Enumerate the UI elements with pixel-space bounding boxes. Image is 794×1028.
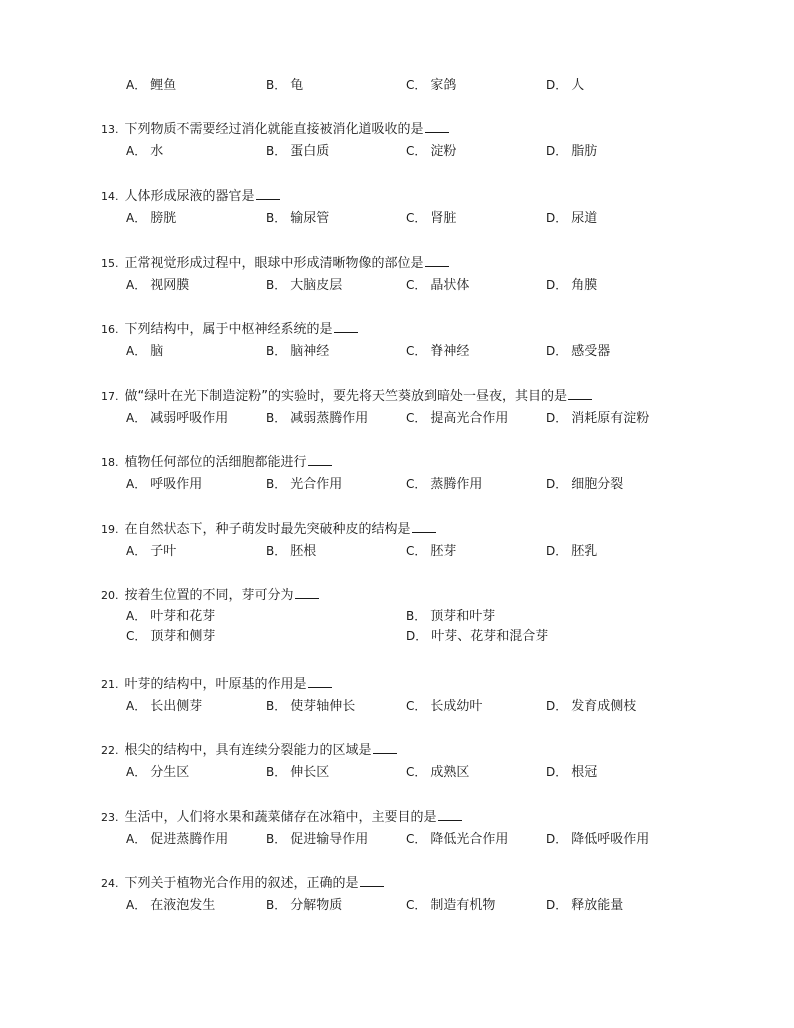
option-d[interactable]: D． 感受器 [546,344,611,359]
question-item [101,520,761,564]
options-row [101,830,761,852]
answer-blank[interactable] [308,675,332,688]
question-item [101,741,761,785]
option-c[interactable]: C． 成熟区 [406,765,470,780]
question-stem: 18. 植物任何部位的活细胞都能进行 [101,453,761,471]
option-c[interactable]: C． 提高光合作用 [406,411,509,426]
question-item [101,320,761,364]
option-a[interactable]: A． 减弱呼吸作用 [126,411,229,426]
option-b[interactable]: B． 光合作用 [266,477,343,492]
options-row [101,342,761,364]
option-d[interactable]: D． 根冠 [546,765,598,780]
option-b[interactable]: B． 顶芽和叶芽 [406,609,496,624]
option-d[interactable]: D． 消耗原有淀粉 [546,411,650,426]
option-d[interactable]: D． 细胞分裂 [546,477,624,492]
options-row [101,697,761,719]
option-d[interactable]: D． 尿道 [546,211,598,226]
option-c[interactable]: C． 制造有机物 [406,898,496,913]
option-d[interactable]: D． 角膜 [546,278,598,293]
option-c[interactable]: C． 顶芽和侧芽 [126,629,216,644]
question-stem: 23. 生活中，人们将水果和蔬菜储存在冰箱中，主要目的是 [101,808,761,826]
options-row [101,542,761,564]
option-a[interactable]: A． 长出侧芽 [126,699,203,714]
option-b[interactable]: B． 使芽轴伸长 [266,699,356,714]
option-a[interactable]: A． 鲤鱼 [126,78,177,93]
option-c[interactable]: C． 降低光合作用 [406,832,509,847]
option-c[interactable]: C． 家鸽 [406,78,457,93]
option-a[interactable]: A． 脑 [126,344,164,359]
option-c[interactable]: C． 脊神经 [406,344,470,359]
option-d[interactable]: D． 降低呼吸作用 [546,832,650,847]
options-row [101,409,761,431]
option-a[interactable]: A． 促进蒸腾作用 [126,832,229,847]
question-item [101,675,761,719]
answer-blank[interactable] [438,808,462,821]
option-d[interactable]: D． 胚乳 [546,544,598,559]
option-d[interactable]: D． 脂肪 [546,144,598,159]
options-row [101,276,761,298]
option-d[interactable]: D． 叶芽、花芽和混合芽 [406,629,549,644]
options-row-2 [101,627,761,647]
option-a[interactable]: A． 视网膜 [126,278,190,293]
option-a[interactable]: A． 在液泡发生 [126,898,216,913]
option-b[interactable]: B． 脑神经 [266,344,330,359]
answer-blank[interactable] [360,874,384,887]
question-item [101,808,761,852]
option-b[interactable]: B． 龟 [266,78,304,93]
option-c[interactable]: C． 胚芽 [406,544,457,559]
option-a[interactable]: A． 叶芽和花芽 [126,609,216,624]
answer-blank[interactable] [568,387,592,400]
options-row [101,896,761,918]
option-b[interactable]: B． 胚根 [266,544,317,559]
answer-blank[interactable] [425,120,449,133]
answer-blank[interactable] [308,453,332,466]
answer-blank[interactable] [425,254,449,267]
option-c[interactable]: C． 长成幼叶 [406,699,483,714]
option-c[interactable]: C． 肾脏 [406,211,457,226]
option-c[interactable]: C． 晶状体 [406,278,470,293]
options-row-1 [101,607,761,627]
question-item [101,387,761,431]
question-stem: 24. 下列关于植物光合作用的叙述，正确的是 [101,874,761,892]
question-item [101,453,761,497]
option-b[interactable]: B． 分解物质 [266,898,343,913]
question-stem: 17. 做“绿叶在光下制造淀粉”的实验时，要先将天竺葵放到暗处一昼夜，其目的是 [101,387,761,405]
question-stem: 15. 正常视觉形成过程中，眼球中形成清晰物像的部位是 [101,254,761,272]
answer-blank[interactable] [295,586,319,599]
answer-blank[interactable] [256,187,280,200]
option-b[interactable]: B． 输尿管 [266,211,330,226]
option-b[interactable]: B． 促进输导作用 [266,832,369,847]
option-a[interactable]: A． 分生区 [126,765,190,780]
option-b[interactable]: B． 伸长区 [266,765,330,780]
option-a[interactable]: A． 膀胱 [126,211,177,226]
question-20 [101,586,761,647]
question-stem: 22. 根尖的结构中，具有连续分裂能力的区域是 [101,741,761,759]
option-b[interactable]: B． 减弱蒸腾作用 [266,411,369,426]
option-d[interactable]: D． 释放能量 [546,898,624,913]
answer-blank[interactable] [412,520,436,533]
options-row [101,763,761,785]
question-stem: 20. 按着生位置的不同，芽可分为 [101,586,761,604]
option-a[interactable]: A． 子叶 [126,544,177,559]
question-12-options [101,76,761,98]
options-row [101,475,761,497]
question-item [101,120,761,164]
options-row [101,209,761,231]
question-stem: 16. 下列结构中，属于中枢神经系统的是 [101,320,761,338]
answer-blank[interactable] [334,320,358,333]
answer-blank[interactable] [373,741,397,754]
question-item [101,874,761,918]
option-d[interactable]: D． 发育成侧枝 [546,699,637,714]
option-b[interactable]: B． 蛋白质 [266,144,330,159]
question-stem: 14. 人体形成尿液的器官是 [101,187,761,205]
question-stem: 21. 叶芽的结构中，叶原基的作用是 [101,675,761,693]
option-a[interactable]: A． 水 [126,144,164,159]
question-stem: 13. 下列物质不需要经过消化就能直接被消化道吸收的是 [101,120,761,138]
question-item [101,254,761,298]
option-a[interactable]: A． 呼吸作用 [126,477,203,492]
options-row [101,142,761,164]
option-c[interactable]: C． 蒸腾作用 [406,477,483,492]
question-stem: 19. 在自然状态下，种子萌发时最先突破种皮的结构是 [101,520,761,538]
option-b[interactable]: B． 大脑皮层 [266,278,343,293]
option-c[interactable]: C． 淀粉 [406,144,457,159]
option-d[interactable]: D． 人 [546,78,585,93]
question-item [101,187,761,231]
